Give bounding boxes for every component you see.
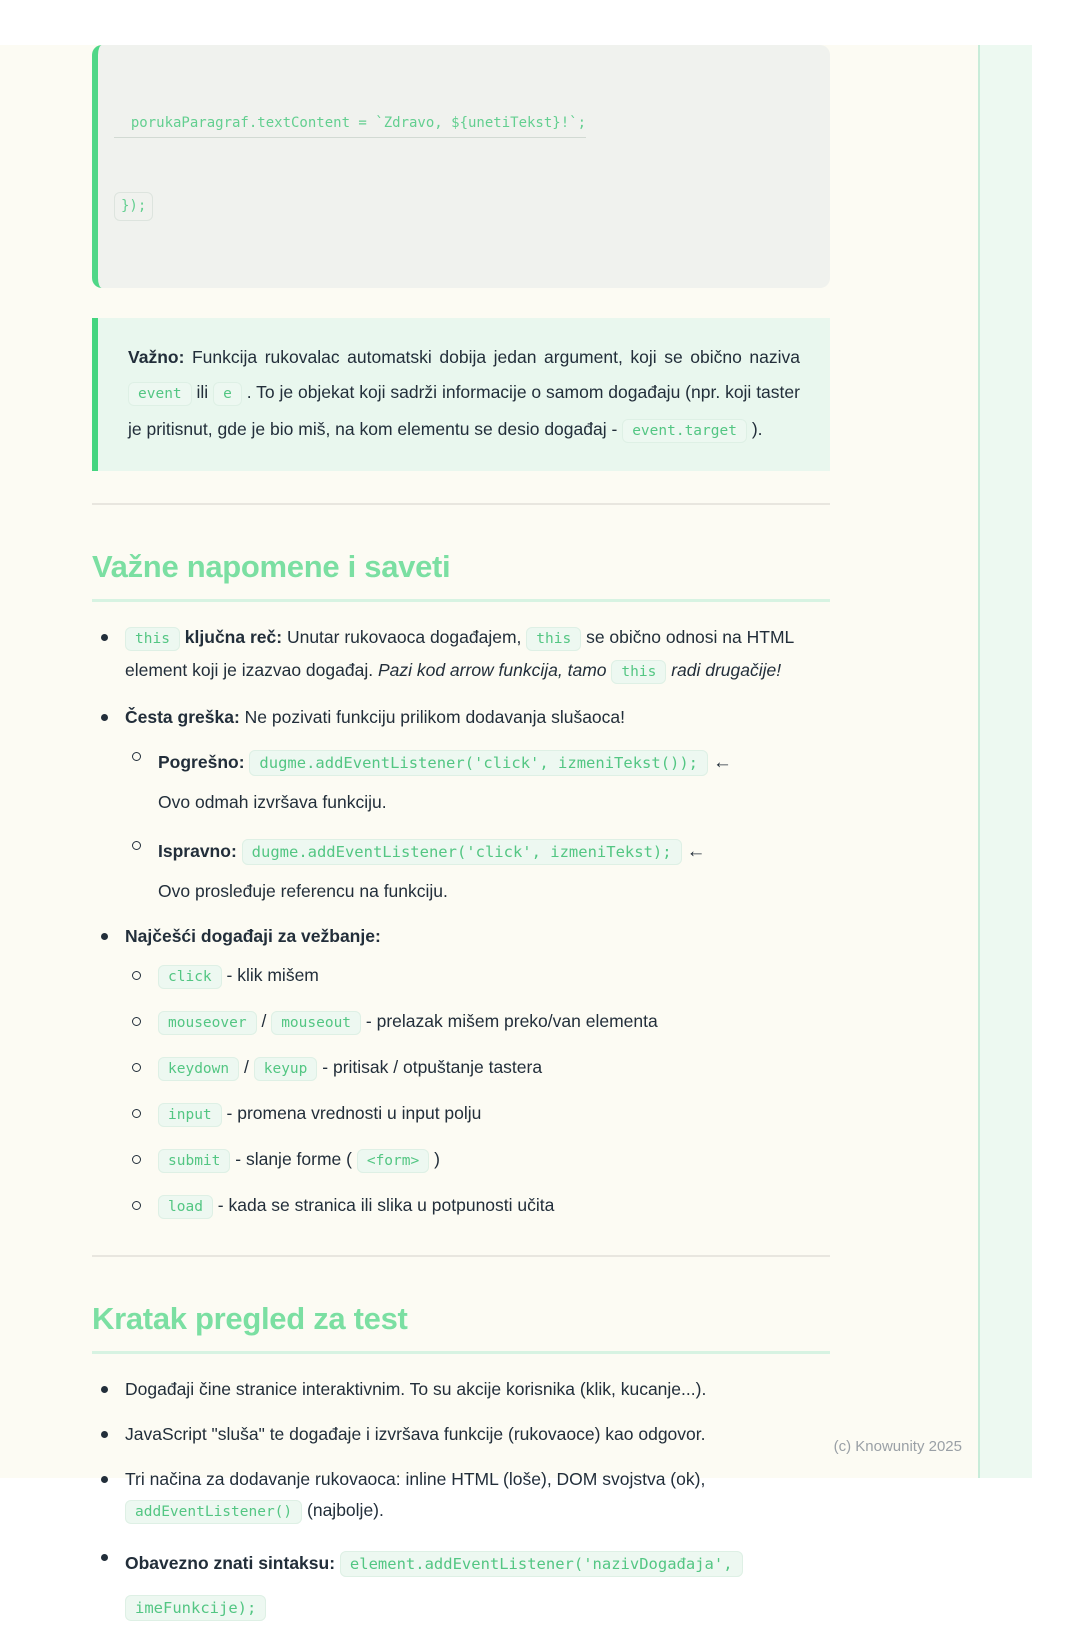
event-item-submit: [125, 1144, 830, 1177]
event-item-click: [125, 960, 830, 993]
list-item-events: [92, 921, 830, 1223]
list-item-right: [125, 830, 830, 907]
text-segment: Ne pozivati funkciju prilikom dodavanja slušaoca!: [244, 707, 626, 727]
list-item-text: [125, 921, 830, 952]
code-chip: keyup: [254, 1057, 318, 1081]
text-segment: ): [434, 1149, 440, 1169]
code-chip: submit: [158, 1149, 230, 1173]
notes-list: [92, 622, 830, 1223]
list-item-this: [92, 622, 830, 688]
code-chip: this: [611, 660, 666, 684]
divider: [92, 1255, 830, 1257]
code-chip: load: [158, 1195, 213, 1219]
list-item: [92, 1542, 830, 1630]
text-segment: Obavezno znati sintaksu:: [125, 1553, 336, 1573]
text-segment: Funkcija rukovalac automatski dobija jedan argument, koji se obično naziva: [191, 347, 800, 367]
list-item-text: [158, 741, 830, 785]
text-segment: Pogrešno:: [158, 752, 245, 772]
text-segment: - prelazak mišem preko/van elementa: [365, 1011, 658, 1031]
list-item-text: [125, 1419, 830, 1450]
list-item-text: [125, 622, 830, 688]
code-chip: e: [213, 382, 242, 406]
text-segment: - klik mišem: [226, 965, 319, 985]
list-item-text: [125, 1542, 830, 1630]
divider: [92, 503, 830, 505]
section-title-pregled: Kratak pregled za test: [92, 1301, 830, 1354]
text-segment: - kada se stranica ili slika u potpunosti učita: [217, 1195, 555, 1215]
code-chip: dugme.addEventListener('click', izmeniTekst);: [242, 839, 682, 865]
text-segment: /: [243, 1057, 249, 1077]
text-segment: ).: [751, 419, 763, 439]
text-segment: Važno:: [128, 347, 185, 367]
section-title-napomene: Važne napomene i saveti: [92, 549, 830, 602]
code-chip: event: [128, 382, 192, 406]
list-item-text: [158, 1098, 830, 1131]
list-item: [92, 1464, 830, 1528]
events-sublist: [125, 960, 830, 1223]
code-chip: dugme.addEventListener('click', izmeniTekst());: [249, 750, 708, 776]
text-segment: Najčešći događaji za vežbanje:: [125, 926, 381, 946]
code-text: });: [114, 192, 153, 221]
text-segment: Ispravno:: [158, 841, 237, 861]
code-chip: <form>: [357, 1149, 429, 1173]
list-item-text: [125, 702, 830, 733]
text-segment: - pritisak / otpuštanje tastera: [322, 1057, 543, 1077]
code-chip: input: [158, 1103, 222, 1127]
text-segment: Česta greška:: [125, 707, 240, 727]
summary-list: [92, 1374, 830, 1630]
code-chip: mouseover: [158, 1011, 257, 1035]
text-segment: - promena vrednosti u input polju: [226, 1103, 482, 1123]
code-line: [114, 192, 814, 221]
text-segment: se obično odnosi na HTML element koji je izazvao događaj.: [125, 627, 794, 680]
text-segment: /: [261, 1011, 267, 1031]
code-block: [92, 45, 830, 288]
text-segment: Događaji čine stranice interaktivnim. To su akcije korisnika (klik, kucanje...).: [125, 1379, 707, 1399]
page-right-strip: [978, 45, 1032, 1478]
text-segment: (najbolje).: [307, 1500, 384, 1520]
list-item-text: [158, 1144, 830, 1177]
code-chip: keydown: [158, 1057, 239, 1081]
code-chip: mouseout: [271, 1011, 361, 1035]
important-callout: [92, 318, 830, 471]
mistake-sublist: [125, 741, 830, 907]
list-item-text: [158, 1190, 830, 1223]
list-item-common-mistake: [92, 702, 830, 907]
text-segment: radi drugačije!: [671, 660, 782, 680]
code-chip: click: [158, 965, 222, 989]
text-segment: ili: [196, 382, 209, 402]
text-segment: Pazi kod arrow funkcija, tamo: [377, 660, 607, 680]
document-page: [0, 45, 1032, 1617]
list-item-text: [158, 830, 830, 874]
document-content: [92, 45, 830, 1630]
event-item-load: [125, 1190, 830, 1223]
code-line: [114, 110, 814, 138]
code-text: porukaParagraf.textContent = `Zdravo, ${unetiTekst}!`;: [114, 110, 586, 138]
code-chip: this: [526, 627, 581, 651]
text-segment: Ovo prosleđuje referencu na funkciju.: [158, 881, 448, 901]
list-item-text: [125, 1464, 830, 1528]
list-item-wrong: [125, 741, 830, 818]
text-segment: . To je objekat koji sadrži informacije o samom događaju (npr. koji taster je pritisnut, gde je bio miš, na kom elementu se desio događaj -: [128, 382, 800, 439]
text-segment: ključna reč:: [184, 627, 283, 647]
text-segment: JavaScript "sluša" te događaje i izvršava funkcije (rukovaoce) kao odgovor.: [125, 1424, 706, 1444]
text-segment: Unutar rukovaoca događajem,: [286, 627, 522, 647]
list-item-text: [158, 1052, 830, 1085]
code-chip: event.target: [622, 419, 747, 443]
text-segment: Ovo odmah izvršava funkciju.: [158, 792, 387, 812]
code-chip: addEventListener(): [125, 1500, 302, 1524]
event-item-input: [125, 1098, 830, 1131]
text-segment: - slanje forme (: [235, 1149, 352, 1169]
list-item-note: [158, 787, 830, 818]
code-chip: this: [125, 627, 180, 651]
list-item-text: [158, 960, 830, 993]
code-chip: element.addEventListener('nazivDogađaja', imeFunkcije);: [125, 1551, 743, 1621]
list-item-text: [158, 1006, 830, 1039]
left-arrow: ←: [712, 752, 732, 773]
left-arrow: ←: [686, 841, 706, 862]
text-segment: Tri načina za dodavanje rukovaoca: inline HTML (loše), DOM svojstva (ok),: [125, 1469, 706, 1489]
list-item: [92, 1419, 830, 1450]
list-item-note: [158, 876, 830, 907]
watermark: (c) Knowunity 2025: [833, 1438, 962, 1455]
event-item-mouseover: [125, 1006, 830, 1039]
list-item-text: [125, 1374, 830, 1405]
list-item: [92, 1374, 830, 1405]
event-item-keydown: [125, 1052, 830, 1085]
